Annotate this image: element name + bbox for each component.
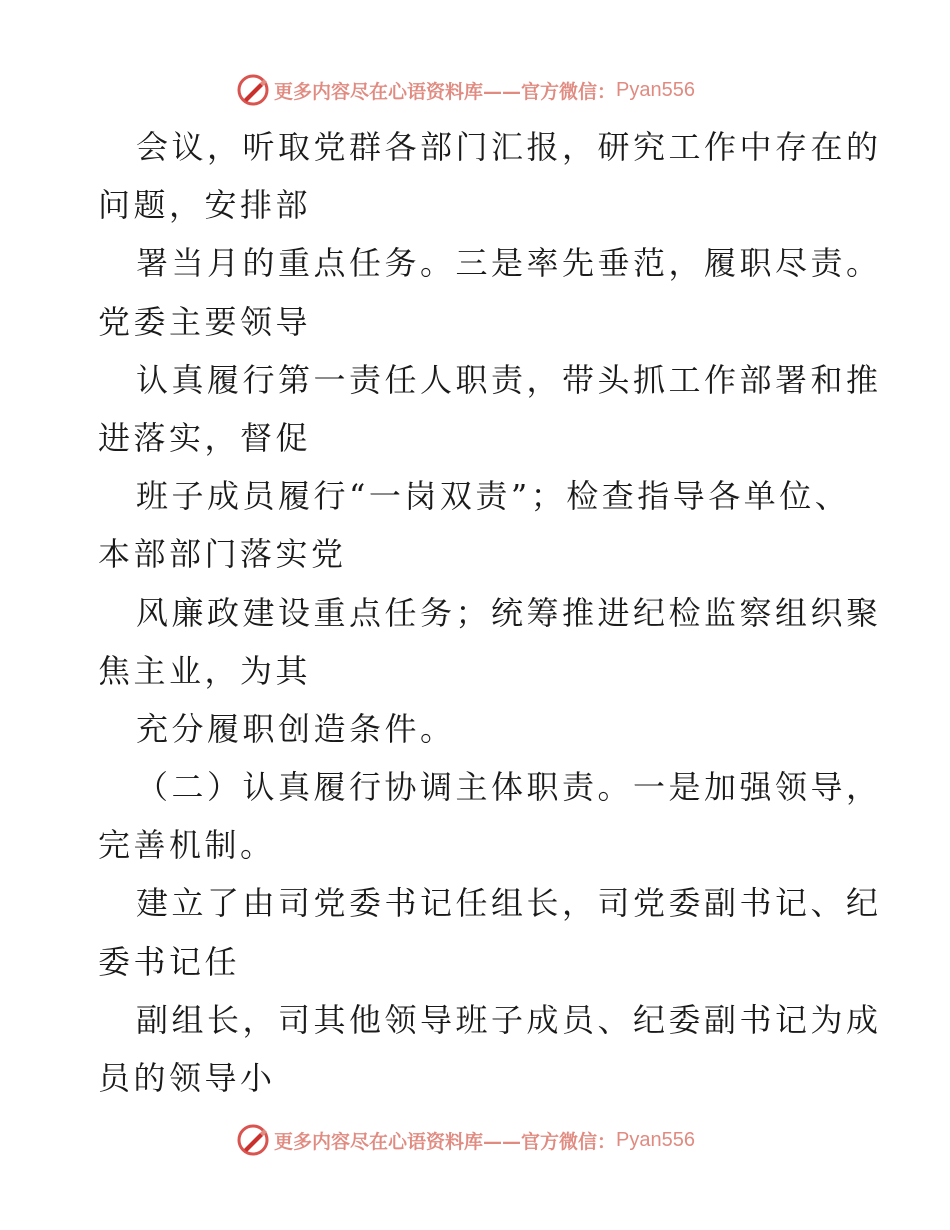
watermark-text: 更多内容尽在心语资料库——官方微信：: [274, 1130, 617, 1153]
pen-logo-icon: [236, 73, 270, 107]
text-line: 署当月的重点任务。三是率先垂范，履职尽责。: [136, 244, 882, 283]
text-line: （二）认真履行协调主体职责。一是加强领导，: [136, 768, 882, 807]
watermark-id: Pyan556: [616, 1128, 695, 1151]
footer-watermark: [236, 1122, 736, 1158]
pen-logo-icon: [236, 1123, 270, 1157]
watermark-id: Pyan556: [616, 78, 695, 101]
text-line: 焦主业，为其: [98, 651, 312, 690]
text-line: 党委主要领导: [98, 302, 312, 341]
text-line: 建立了由司党委书记任组长，司党委副书记、纪: [136, 884, 882, 923]
text-line: 员的领导小: [98, 1059, 276, 1097]
text-line: 本部部门落实党: [98, 535, 347, 574]
text-line: 委书记任: [98, 942, 241, 981]
document-body: [98, 118, 882, 1107]
header-watermark: [236, 72, 736, 108]
text-line: 副组长，司其他领导班子成员、纪委副书记为成: [136, 1000, 882, 1039]
text-line: 会议，听取党群各部门汇报，研究工作中存在的: [136, 128, 882, 166]
text-line: 充分履职创造条件。: [136, 709, 456, 748]
text-line: 进落实，督促: [98, 418, 312, 457]
text-line: 认真履行第一责任人职责，带头抓工作部署和推: [136, 360, 882, 399]
text-line: 风廉政建设重点任务；统筹推进纪检监察组织聚: [136, 593, 882, 632]
text-line: 班子成员履行“一岗双责”；检查指导各单位、: [136, 477, 851, 516]
watermark-text: 更多内容尽在心语资料库——官方微信：: [274, 80, 617, 103]
text-line: 完善机制。: [98, 826, 276, 865]
text-line: 问题，安排部: [98, 186, 312, 225]
